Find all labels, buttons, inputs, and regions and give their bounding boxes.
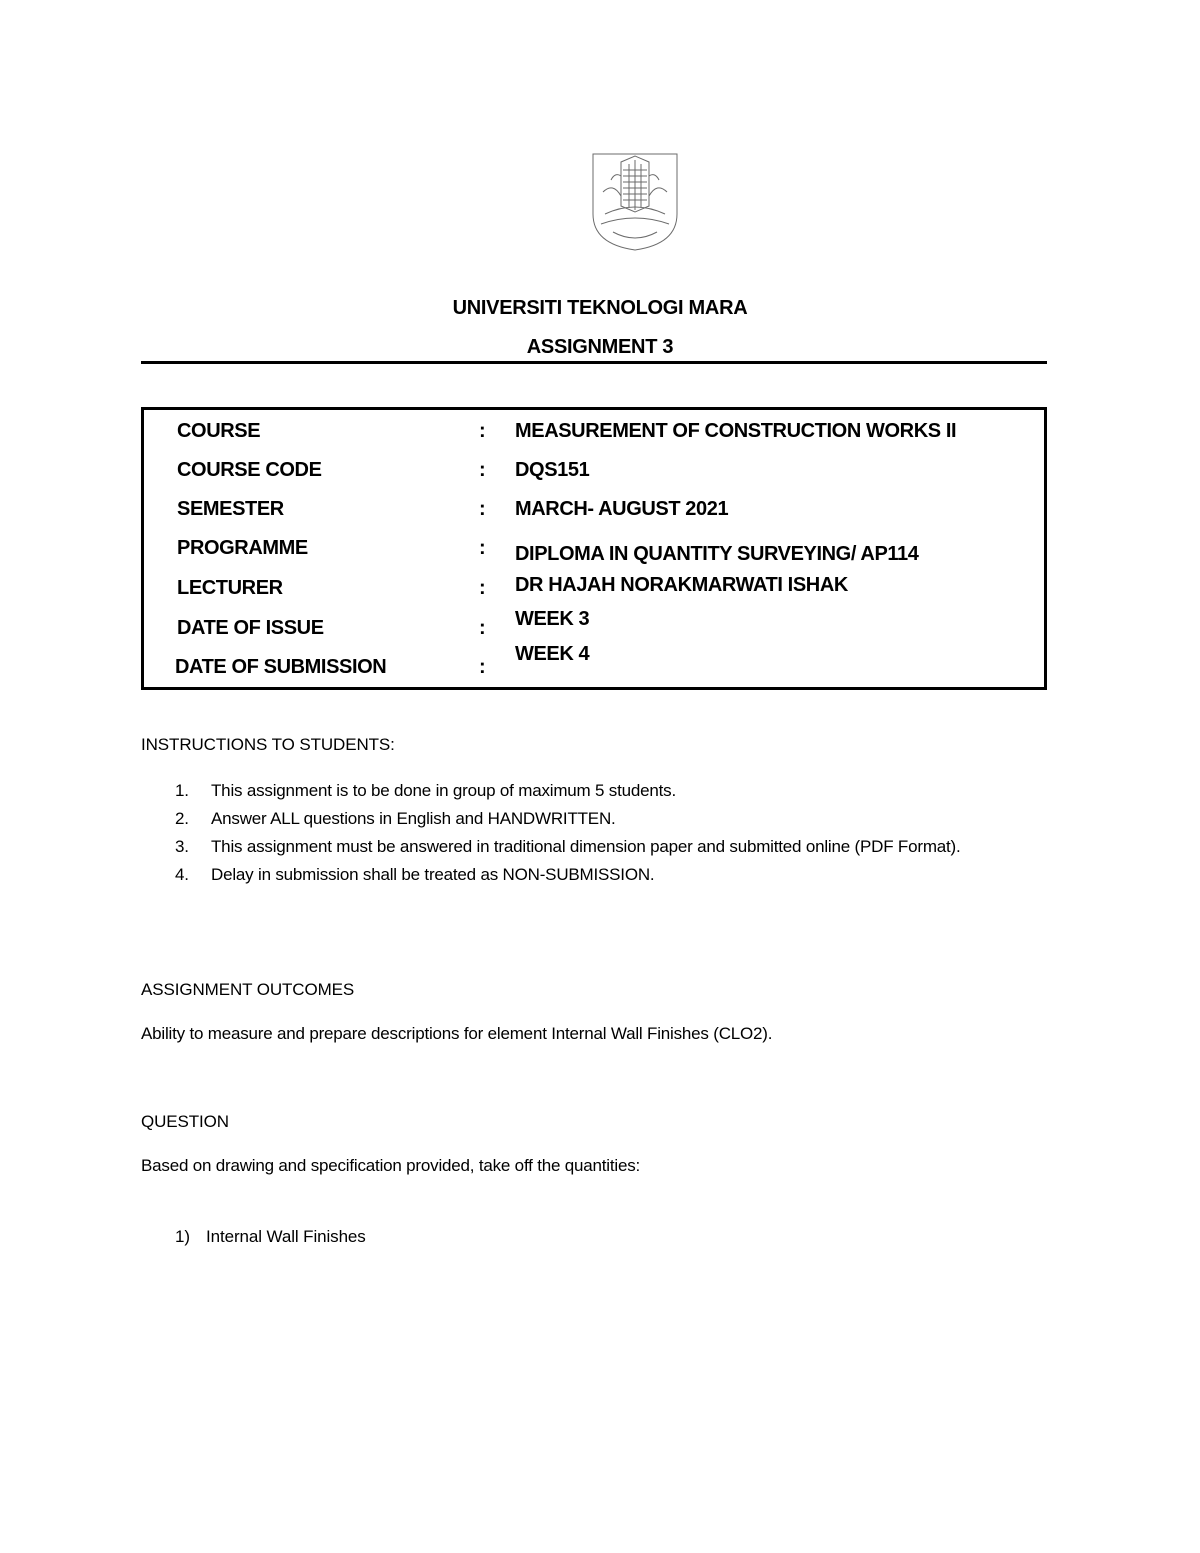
university-crest-logo bbox=[591, 152, 679, 252]
question-item-text: Internal Wall Finishes bbox=[206, 1227, 366, 1246]
info-value: DIPLOMA IN QUANTITY SURVEYING/ AP114 bbox=[515, 543, 919, 565]
info-row-lecturer bbox=[144, 574, 1044, 607]
info-row-semester bbox=[144, 498, 1044, 528]
info-value: DQS151 bbox=[515, 459, 590, 481]
info-label: COURSE bbox=[177, 420, 261, 442]
list-number: 3. bbox=[175, 837, 189, 856]
assignment-title: ASSIGNMENT 3 bbox=[526, 336, 674, 358]
instructions-title: INSTRUCTIONS TO STUDENTS: bbox=[141, 735, 395, 754]
info-colon: : bbox=[479, 656, 486, 678]
question-text: Based on drawing and specification provided, take off the quantities: bbox=[141, 1156, 641, 1175]
info-colon: : bbox=[479, 498, 486, 520]
course-info-box bbox=[141, 407, 1047, 690]
info-row-course bbox=[144, 420, 1044, 450]
list-item bbox=[141, 833, 1041, 861]
info-colon: : bbox=[479, 617, 486, 639]
info-row-date-of-submission bbox=[144, 643, 1044, 686]
info-row-date-of-issue bbox=[144, 608, 1044, 647]
info-colon: : bbox=[479, 459, 486, 481]
info-colon: : bbox=[479, 537, 486, 559]
info-row-course-code bbox=[144, 459, 1044, 489]
info-label: DATE OF SUBMISSION bbox=[175, 656, 387, 678]
info-label: COURSE CODE bbox=[177, 459, 322, 481]
outcomes-title: ASSIGNMENT OUTCOMES bbox=[141, 980, 355, 999]
info-value: DR HAJAH NORAKMARWATI ISHAK bbox=[515, 574, 848, 596]
info-value: WEEK 3 bbox=[515, 608, 590, 630]
info-colon: : bbox=[479, 420, 486, 442]
info-label: PROGRAMME bbox=[177, 537, 308, 559]
info-label: SEMESTER bbox=[177, 498, 284, 520]
outcomes-text: Ability to measure and prepare descriptions for element Internal Wall Finishes (CLO2). bbox=[141, 1024, 773, 1043]
list-text: This assignment is to be done in group of maximum 5 students. bbox=[211, 781, 676, 800]
question-item-number: 1) bbox=[175, 1227, 190, 1246]
list-number: 1. bbox=[175, 781, 189, 800]
list-item bbox=[141, 777, 1041, 805]
info-row-programme bbox=[144, 537, 1044, 567]
info-label: LECTURER bbox=[177, 577, 283, 599]
info-value: MEASUREMENT OF CONSTRUCTION WORKS II bbox=[515, 420, 957, 442]
list-number: 2. bbox=[175, 809, 189, 828]
info-label: DATE OF ISSUE bbox=[177, 617, 324, 639]
list-item bbox=[141, 861, 1041, 889]
info-value: WEEK 4 bbox=[515, 643, 590, 665]
list-text: This assignment must be answered in traditional dimension paper and submitted online (PDF Format). bbox=[211, 837, 961, 856]
list-item bbox=[141, 805, 1041, 833]
list-number: 4. bbox=[175, 865, 189, 884]
info-colon: : bbox=[479, 577, 486, 599]
header-divider bbox=[141, 361, 1047, 364]
info-value: MARCH- AUGUST 2021 bbox=[515, 498, 729, 520]
question-item bbox=[175, 1227, 366, 1247]
list-text: Delay in submission shall be treated as NON-SUBMISSION. bbox=[211, 865, 655, 884]
instructions-list bbox=[141, 777, 1041, 889]
question-title: QUESTION bbox=[141, 1112, 229, 1131]
university-name: UNIVERSITI TEKNOLOGI MARA bbox=[452, 297, 748, 319]
list-text: Answer ALL questions in English and HANDWRITTEN. bbox=[211, 809, 616, 828]
